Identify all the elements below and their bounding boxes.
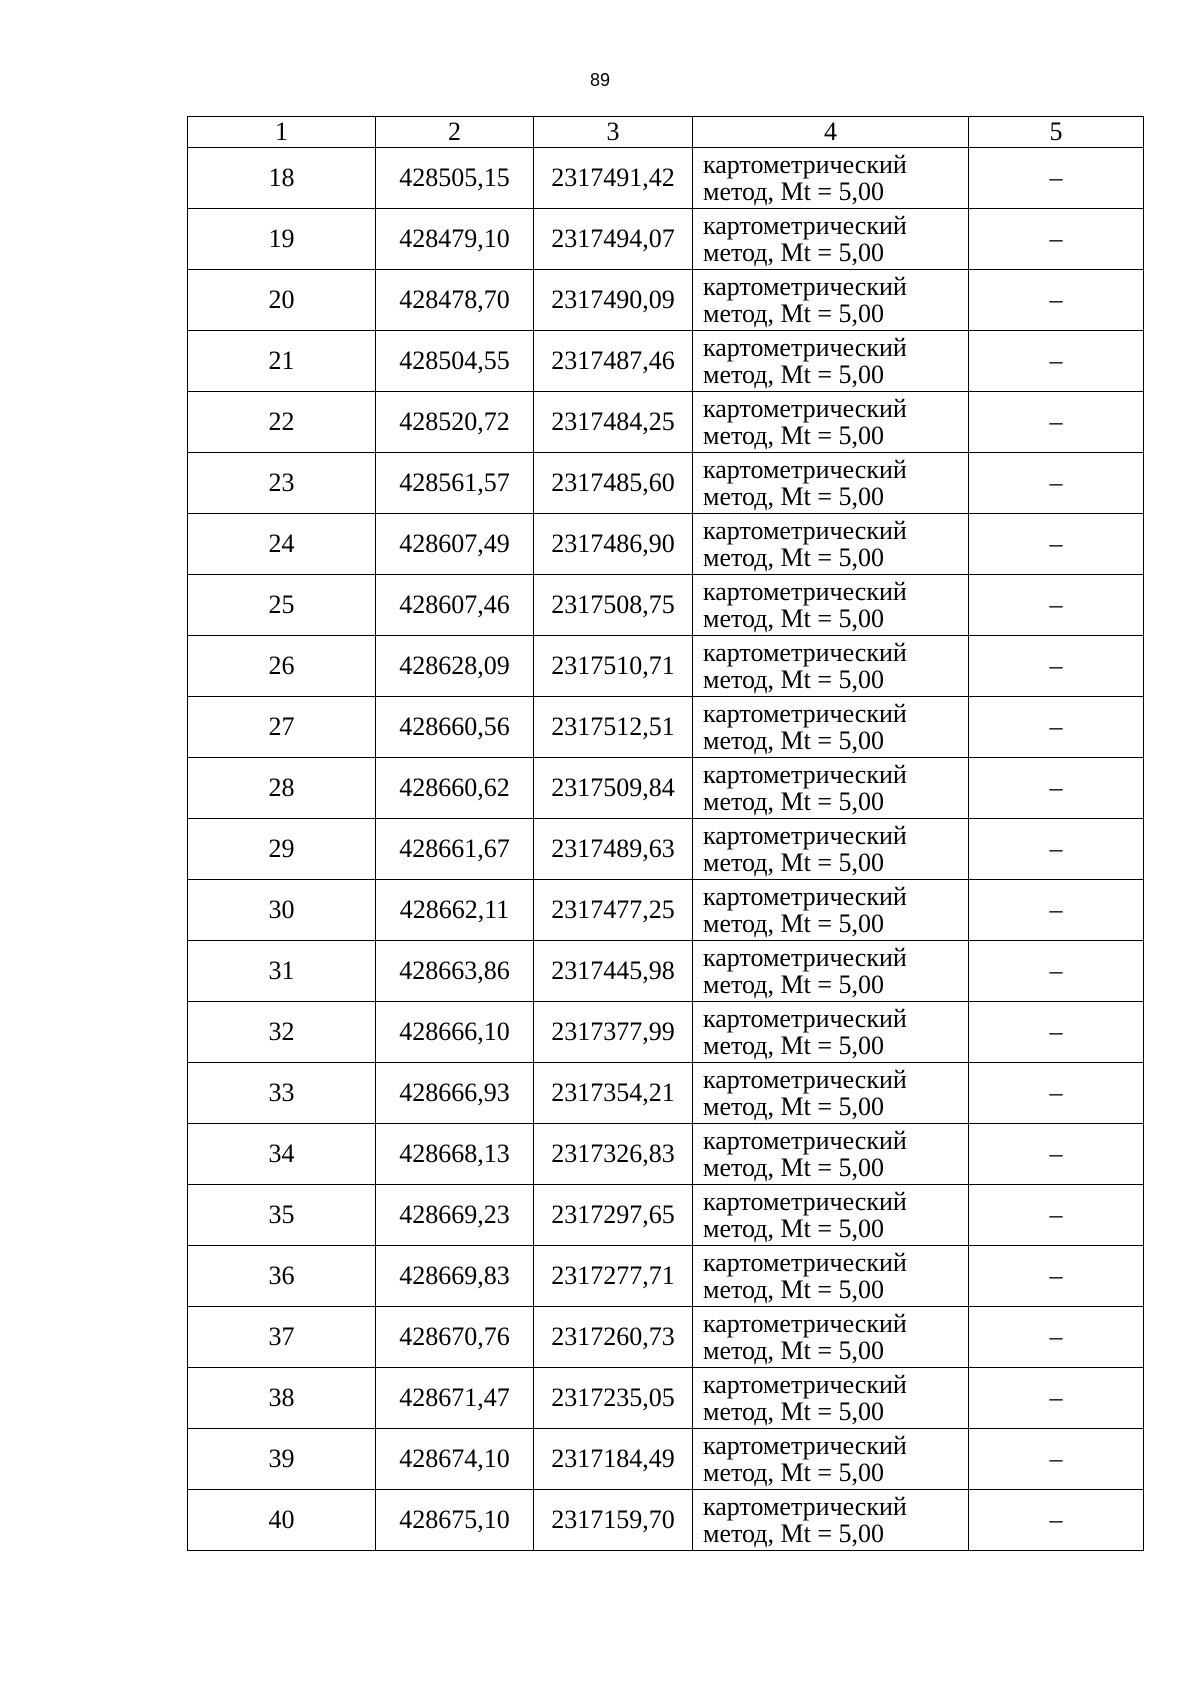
table-row [188, 1124, 1144, 1185]
method-line-2: метод, Mt = 5,00 [703, 1519, 884, 1548]
table-row [188, 819, 1144, 880]
note-cell: – [969, 1429, 1144, 1490]
method-line-2: метод, Mt = 5,00 [703, 726, 884, 755]
note-cell: – [969, 1368, 1144, 1429]
method-line-2: метод, Mt = 5,00 [703, 1336, 884, 1365]
y-coordinate-cell: 2317297,65 [534, 1185, 693, 1246]
x-coordinate-cell: 428669,23 [376, 1185, 534, 1246]
method-cell [693, 636, 969, 697]
x-coordinate-cell: 428675,10 [376, 1490, 534, 1551]
note-cell: – [969, 1490, 1144, 1551]
point-number-cell: 25 [188, 575, 376, 636]
point-number-cell: 39 [188, 1429, 376, 1490]
table-body [188, 148, 1144, 1551]
y-coordinate-cell: 2317486,90 [534, 514, 693, 575]
note-cell: – [969, 392, 1144, 453]
method-cell [693, 148, 969, 209]
method-line-2: метод, Mt = 5,00 [703, 238, 884, 267]
point-number-cell: 20 [188, 270, 376, 331]
note-cell: – [969, 575, 1144, 636]
method-cell [693, 1368, 969, 1429]
method-line-1: картометрический [703, 333, 907, 362]
x-coordinate-cell: 428666,93 [376, 1063, 534, 1124]
page-number: 89 [589, 70, 611, 90]
method-line-1: картометрический [703, 1004, 907, 1033]
table-row [188, 758, 1144, 819]
method-line-1: картометрический [703, 1187, 907, 1216]
point-number-cell: 28 [188, 758, 376, 819]
table-row [188, 697, 1144, 758]
method-line-1: картометрический [703, 1126, 907, 1155]
note-cell: – [969, 1307, 1144, 1368]
method-line-2: метод, Mt = 5,00 [703, 482, 884, 511]
table-row [188, 148, 1144, 209]
method-line-1: картометрический [703, 577, 907, 606]
method-line-1: картометрический [703, 1431, 907, 1460]
method-line-1: картометрический [703, 1370, 907, 1399]
x-coordinate-cell: 428662,11 [376, 880, 534, 941]
y-coordinate-cell: 2317509,84 [534, 758, 693, 819]
point-number-cell: 34 [188, 1124, 376, 1185]
point-number-cell: 36 [188, 1246, 376, 1307]
x-coordinate-cell: 428668,13 [376, 1124, 534, 1185]
method-cell [693, 1490, 969, 1551]
y-coordinate-cell: 2317377,99 [534, 1002, 693, 1063]
x-coordinate-cell: 428607,49 [376, 514, 534, 575]
method-line-1: картометрический [703, 150, 907, 179]
point-number-cell: 40 [188, 1490, 376, 1551]
method-line-1: картометрический [703, 211, 907, 240]
point-number-cell: 27 [188, 697, 376, 758]
note-cell: – [969, 1002, 1144, 1063]
header-col-4: 4 [693, 117, 969, 148]
point-number-cell: 26 [188, 636, 376, 697]
method-line-1: картометрический [703, 821, 907, 850]
x-coordinate-cell: 428674,10 [376, 1429, 534, 1490]
method-cell [693, 392, 969, 453]
method-line-2: метод, Mt = 5,00 [703, 1458, 884, 1487]
method-cell [693, 1124, 969, 1185]
note-cell: – [969, 758, 1144, 819]
x-coordinate-cell: 428663,86 [376, 941, 534, 1002]
y-coordinate-cell: 2317508,75 [534, 575, 693, 636]
y-coordinate-cell: 2317484,25 [534, 392, 693, 453]
method-cell [693, 514, 969, 575]
y-coordinate-cell: 2317184,49 [534, 1429, 693, 1490]
point-number-cell: 19 [188, 209, 376, 270]
y-coordinate-cell: 2317494,07 [534, 209, 693, 270]
point-number-cell: 37 [188, 1307, 376, 1368]
y-coordinate-cell: 2317485,60 [534, 453, 693, 514]
method-cell [693, 575, 969, 636]
method-line-2: метод, Mt = 5,00 [703, 1031, 884, 1060]
y-coordinate-cell: 2317277,71 [534, 1246, 693, 1307]
method-line-1: картометрический [703, 882, 907, 911]
method-cell [693, 1063, 969, 1124]
method-cell [693, 331, 969, 392]
method-line-1: картометрический [703, 760, 907, 789]
note-cell: – [969, 514, 1144, 575]
table-row [188, 1368, 1144, 1429]
note-cell: – [969, 331, 1144, 392]
x-coordinate-cell: 428478,70 [376, 270, 534, 331]
header-row [188, 117, 1144, 148]
point-number-cell: 22 [188, 392, 376, 453]
table-header [188, 117, 1144, 148]
y-coordinate-cell: 2317445,98 [534, 941, 693, 1002]
method-cell [693, 270, 969, 331]
note-cell: – [969, 880, 1144, 941]
method-cell [693, 209, 969, 270]
table-row [188, 453, 1144, 514]
method-line-1: картометрический [703, 272, 907, 301]
note-cell: – [969, 209, 1144, 270]
method-line-1: картометрический [703, 394, 907, 423]
method-line-2: метод, Mt = 5,00 [703, 177, 884, 206]
table-row [188, 941, 1144, 1002]
point-number-cell: 30 [188, 880, 376, 941]
y-coordinate-cell: 2317477,25 [534, 880, 693, 941]
method-line-2: метод, Mt = 5,00 [703, 360, 884, 389]
y-coordinate-cell: 2317326,83 [534, 1124, 693, 1185]
note-cell: – [969, 819, 1144, 880]
table-row [188, 331, 1144, 392]
header-col-5: 5 [969, 117, 1144, 148]
y-coordinate-cell: 2317487,46 [534, 331, 693, 392]
point-number-cell: 24 [188, 514, 376, 575]
point-number-cell: 31 [188, 941, 376, 1002]
method-line-1: картометрический [703, 1248, 907, 1277]
x-coordinate-cell: 428520,72 [376, 392, 534, 453]
method-line-1: картометрический [703, 455, 907, 484]
y-coordinate-cell: 2317159,70 [534, 1490, 693, 1551]
coordinates-table [187, 116, 1144, 1551]
header-col-3: 3 [534, 117, 693, 148]
method-cell [693, 453, 969, 514]
method-line-1: картометрический [703, 638, 907, 667]
method-line-2: метод, Mt = 5,00 [703, 604, 884, 633]
method-cell [693, 697, 969, 758]
y-coordinate-cell: 2317354,21 [534, 1063, 693, 1124]
x-coordinate-cell: 428607,46 [376, 575, 534, 636]
x-coordinate-cell: 428666,10 [376, 1002, 534, 1063]
y-coordinate-cell: 2317260,73 [534, 1307, 693, 1368]
method-line-1: картометрический [703, 1065, 907, 1094]
table-row [188, 1185, 1144, 1246]
method-line-2: метод, Mt = 5,00 [703, 1397, 884, 1426]
x-coordinate-cell: 428479,10 [376, 209, 534, 270]
table-row [188, 1246, 1144, 1307]
method-line-2: метод, Mt = 5,00 [703, 1275, 884, 1304]
note-cell: – [969, 1246, 1144, 1307]
point-number-cell: 32 [188, 1002, 376, 1063]
y-coordinate-cell: 2317489,63 [534, 819, 693, 880]
point-number-cell: 38 [188, 1368, 376, 1429]
header-col-2: 2 [376, 117, 534, 148]
point-number-cell: 29 [188, 819, 376, 880]
table-row [188, 392, 1144, 453]
y-coordinate-cell: 2317491,42 [534, 148, 693, 209]
note-cell: – [969, 636, 1144, 697]
point-number-cell: 21 [188, 331, 376, 392]
table-row [188, 575, 1144, 636]
method-cell [693, 758, 969, 819]
point-number-cell: 35 [188, 1185, 376, 1246]
header-col-1: 1 [188, 117, 376, 148]
note-cell: – [969, 453, 1144, 514]
note-cell: – [969, 148, 1144, 209]
table-row [188, 514, 1144, 575]
table-row [188, 1063, 1144, 1124]
x-coordinate-cell: 428670,76 [376, 1307, 534, 1368]
x-coordinate-cell: 428671,47 [376, 1368, 534, 1429]
method-line-2: метод, Mt = 5,00 [703, 1214, 884, 1243]
x-coordinate-cell: 428561,57 [376, 453, 534, 514]
method-cell [693, 941, 969, 1002]
method-line-1: картометрический [703, 1492, 907, 1521]
method-line-2: метод, Mt = 5,00 [703, 848, 884, 877]
method-line-2: метод, Mt = 5,00 [703, 909, 884, 938]
y-coordinate-cell: 2317490,09 [534, 270, 693, 331]
method-cell [693, 880, 969, 941]
method-line-2: метод, Mt = 5,00 [703, 970, 884, 999]
method-line-1: картометрический [703, 516, 907, 545]
table-row [188, 1002, 1144, 1063]
method-line-2: метод, Mt = 5,00 [703, 299, 884, 328]
point-number-cell: 33 [188, 1063, 376, 1124]
x-coordinate-cell: 428628,09 [376, 636, 534, 697]
x-coordinate-cell: 428504,55 [376, 331, 534, 392]
note-cell: – [969, 270, 1144, 331]
y-coordinate-cell: 2317235,05 [534, 1368, 693, 1429]
point-number-cell: 18 [188, 148, 376, 209]
method-line-1: картометрический [703, 1309, 907, 1338]
y-coordinate-cell: 2317510,71 [534, 636, 693, 697]
y-coordinate-cell: 2317512,51 [534, 697, 693, 758]
table-row [188, 1307, 1144, 1368]
table-row [188, 270, 1144, 331]
method-line-2: метод, Mt = 5,00 [703, 1092, 884, 1121]
method-cell [693, 1307, 969, 1368]
table-row [188, 636, 1144, 697]
method-line-2: метод, Mt = 5,00 [703, 1153, 884, 1182]
method-cell [693, 1002, 969, 1063]
method-cell [693, 1246, 969, 1307]
x-coordinate-cell: 428661,67 [376, 819, 534, 880]
method-cell [693, 1429, 969, 1490]
method-cell [693, 819, 969, 880]
x-coordinate-cell: 428505,15 [376, 148, 534, 209]
note-cell: – [969, 1063, 1144, 1124]
point-number-cell: 23 [188, 453, 376, 514]
table-row [188, 1490, 1144, 1551]
method-line-1: картометрический [703, 699, 907, 728]
method-line-2: метод, Mt = 5,00 [703, 665, 884, 694]
method-line-2: метод, Mt = 5,00 [703, 421, 884, 450]
note-cell: – [969, 697, 1144, 758]
note-cell: – [969, 1124, 1144, 1185]
table-row [188, 1429, 1144, 1490]
x-coordinate-cell: 428660,56 [376, 697, 534, 758]
x-coordinate-cell: 428660,62 [376, 758, 534, 819]
method-cell [693, 1185, 969, 1246]
method-line-1: картометрический [703, 943, 907, 972]
method-line-2: метод, Mt = 5,00 [703, 787, 884, 816]
method-line-2: метод, Mt = 5,00 [703, 543, 884, 572]
x-coordinate-cell: 428669,83 [376, 1246, 534, 1307]
note-cell: – [969, 1185, 1144, 1246]
table-row [188, 880, 1144, 941]
note-cell: – [969, 941, 1144, 1002]
table-row [188, 209, 1144, 270]
